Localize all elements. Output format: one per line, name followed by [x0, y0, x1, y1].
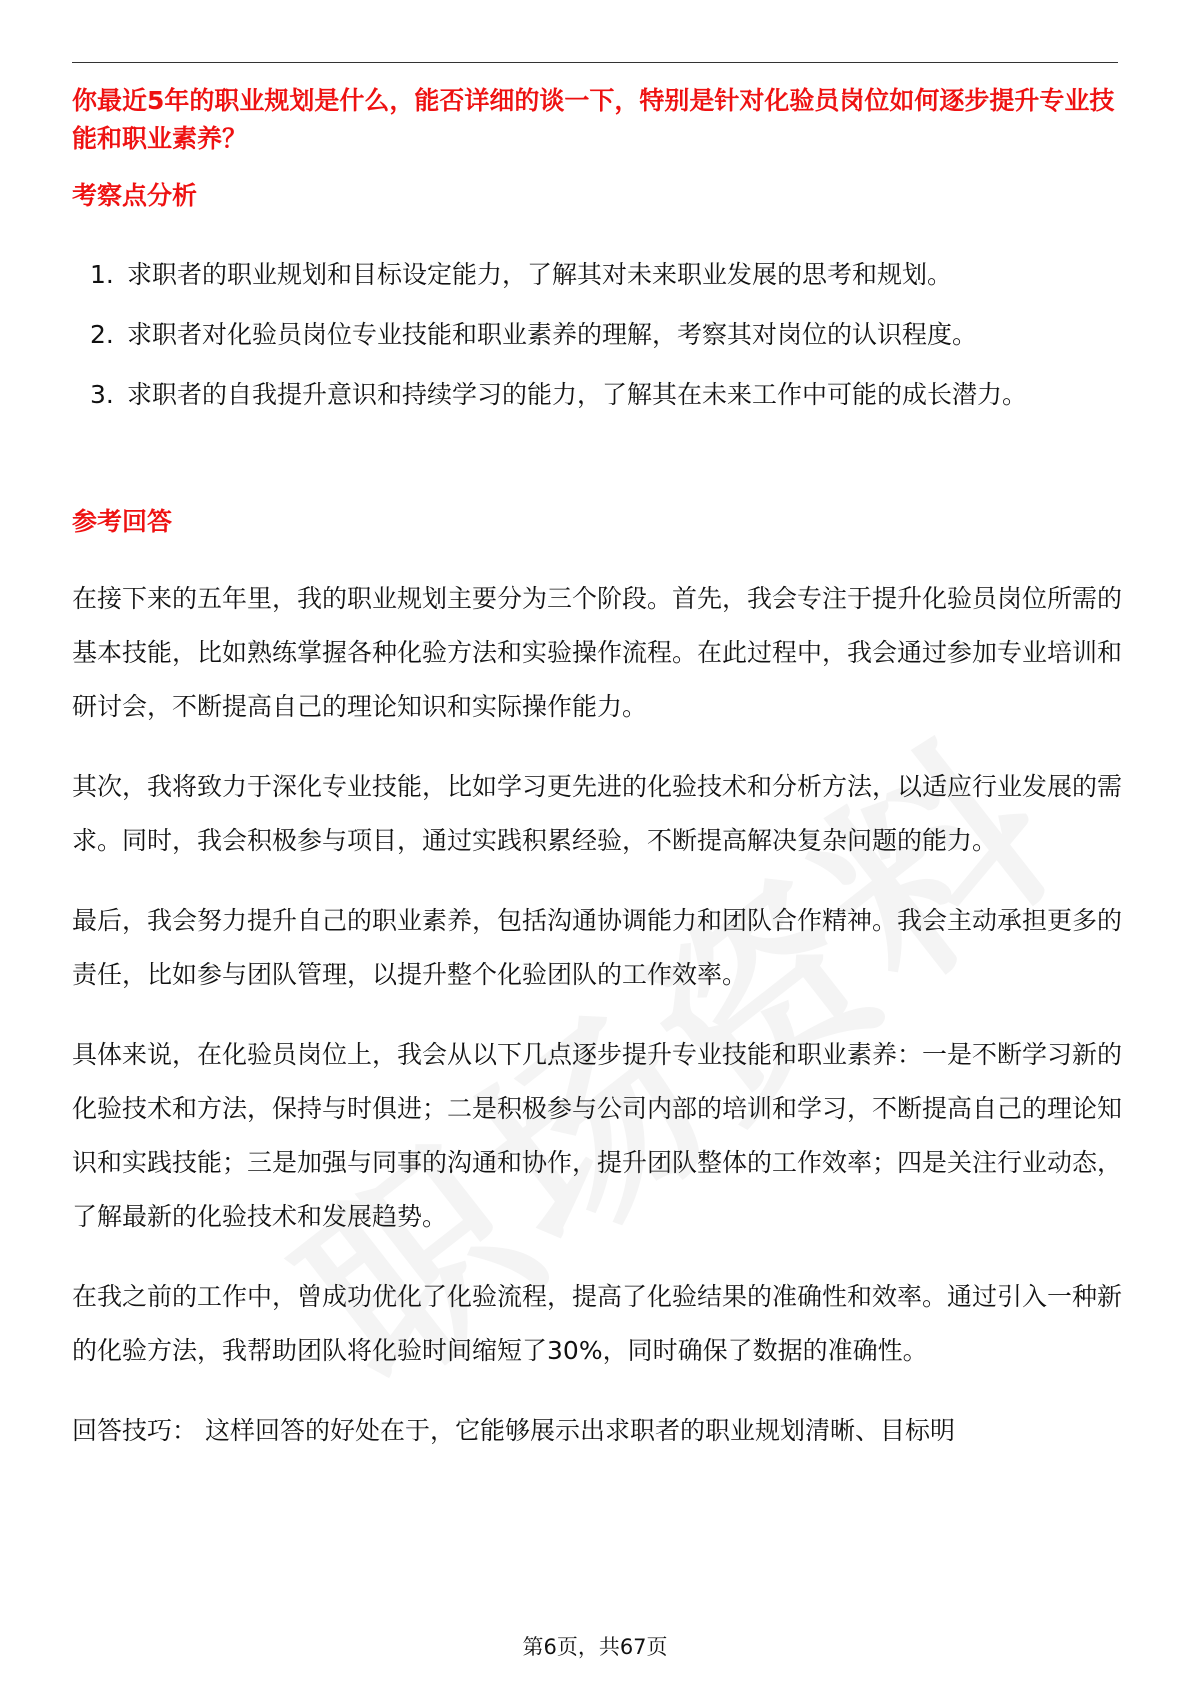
point-number: 1.: [90, 260, 114, 289]
analysis-point: [72, 308, 1122, 362]
page-number: 第6页，共67页: [522, 1635, 668, 1659]
answer-paragraph: 其次，我将致力于深化专业技能，比如学习更先进的化验技术和分析方法，以适应行业发展的需求。同时，我会积极参与项目，通过实践积累经验，不断提高解决复杂问题的能力。: [72, 772, 1123, 855]
header-divider: [72, 62, 1118, 63]
analysis-heading: 考察点分析: [72, 181, 198, 210]
answer-body: [72, 572, 1122, 1484]
analysis-point-list: [72, 248, 1122, 428]
point-number: 2.: [90, 320, 114, 349]
point-text: 求职者对化验员岗位专业技能和职业素养的理解，考察其对岗位的认识程度。: [127, 320, 978, 349]
point-text: 求职者的职业规划和目标设定能力，了解其对未来职业发展的思考和规划。: [127, 260, 953, 289]
answer-paragraph: 在我之前的工作中，曾成功优化了化验流程，提高了化验结果的准确性和效率。通过引入一种新的化验方法，我帮助团队将化验时间缩短了30%，同时确保了数据的准确性。: [72, 1282, 1123, 1365]
answer-tips-line: 回答技巧： 这样回答的好处在于，它能够展示出求职者的职业规划清晰、目标明: [72, 1416, 955, 1445]
point-number: 3.: [90, 380, 114, 409]
answer-paragraph: 在接下来的五年里，我的职业规划主要分为三个阶段。首先，我会专注于提升化验员岗位所需的基本技能，比如熟练掌握各种化验方法和实验操作流程。在此过程中，我会通过参加专业培训和研讨会，不断提高自己的理论知识和实际操作能力。: [72, 584, 1123, 721]
answer-heading: 参考回答: [72, 507, 173, 536]
answer-paragraph: 具体来说，在化验员岗位上，我会从以下几点逐步提升专业技能和职业素养：一是不断学习新的化验技术和方法，保持与时俱进；二是积极参与公司内部的培训和学习，不断提高自己的理论知识和实践技能；三是加强与同事的沟通和协作，提升团队整体的工作效率；四是关注行业动态，了解最新的化验技术和发展趋势。: [72, 1040, 1123, 1231]
answer-paragraph: 最后，我会努力提升自己的职业素养，包括沟通协调能力和团队合作精神。我会主动承担更多的责任，比如参与团队管理，以提升整个化验团队的工作效率。: [72, 906, 1123, 989]
analysis-point: [72, 368, 1122, 422]
analysis-point: [72, 248, 1122, 302]
point-text: 求职者的自我提升意识和持续学习的能力，了解其在未来工作中可能的成长潜力。: [127, 380, 1028, 409]
question-title: 你最近5年的职业规划是什么，能否详细的谈一下，特别是针对化验员岗位如何逐步提升专业技能和职业素养？: [72, 86, 1115, 153]
